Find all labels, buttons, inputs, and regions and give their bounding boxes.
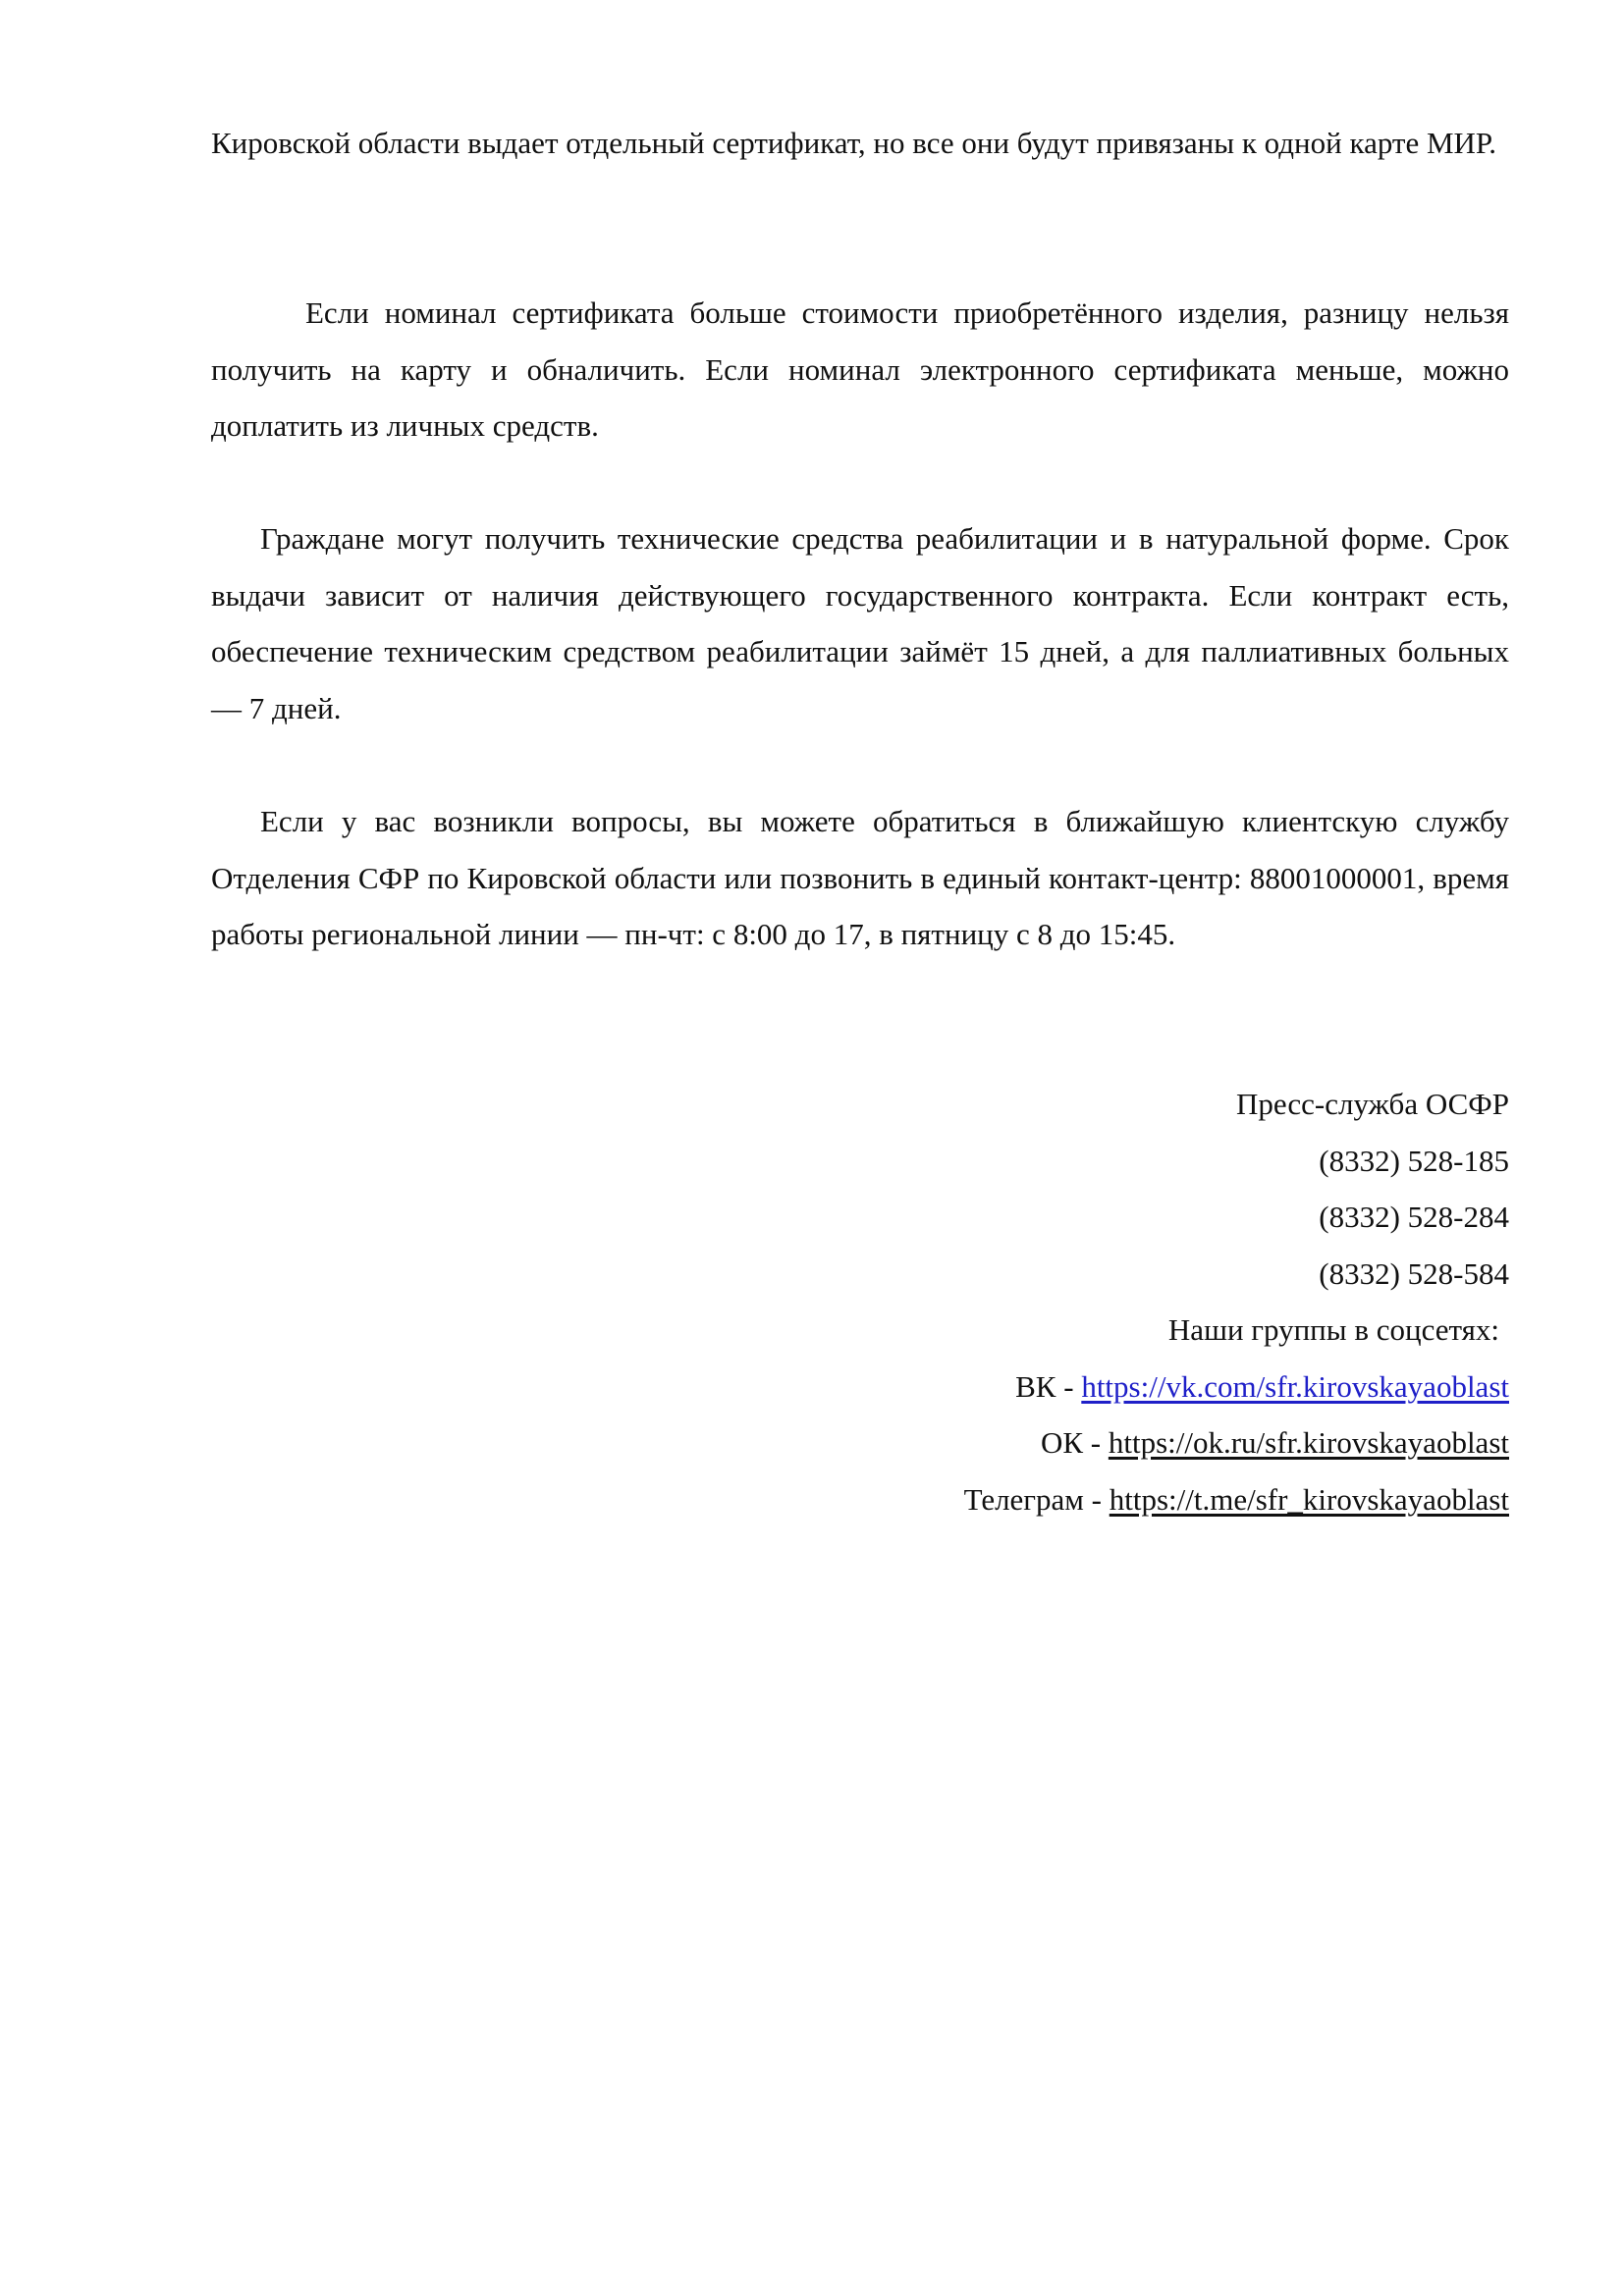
- paragraph-certificate-value: Если номинал сертификата больше стоимости приобретённого изделия, разницу нельзя получить на карту и обналичить. Если номинал электронного сертификата меньше, можно доплатить из личных средств.: [211, 295, 1509, 443]
- social-ok-line: [625, 1415, 1509, 1471]
- press-phone: (8332) 528-185: [1319, 1143, 1509, 1178]
- vk-link[interactable]: https://vk.com/sfr.kirovskayaoblast: [1081, 1368, 1509, 1404]
- social-vk-prefix: ВК -: [1015, 1368, 1082, 1404]
- social-telegram-prefix: Телеграм -: [963, 1481, 1110, 1517]
- press-contacts-block: [625, 1076, 1509, 1527]
- social-ok-prefix: ОК -: [1040, 1425, 1109, 1460]
- press-phone: (8332) 528-284: [1319, 1200, 1509, 1234]
- press-phone: (8332) 528-584: [1319, 1255, 1509, 1291]
- telegram-link[interactable]: https://t.me/sfr_kirovskayaoblast: [1109, 1481, 1509, 1517]
- social-groups-title: Наши группы в соцсетях:: [1167, 1312, 1499, 1347]
- ok-link[interactable]: https://ok.ru/sfr.kirovskayaoblast: [1108, 1425, 1509, 1460]
- social-vk-line: [625, 1359, 1509, 1415]
- paragraph-contact-questions: Если у вас возникли вопросы, вы можете обратиться в ближайшую клиентскую службу Отделения СФР по Кировской области или позвонить в единый контакт-центр: 88001000001, время работы региональной линии — пн-чт: с 8:00 до 17, в пятницу с 8 до 15:45.: [211, 804, 1509, 951]
- paragraph-natural-form: Граждане могут получить технические средства реабилитации и в натуральной форме. Срок выдачи зависит от наличия действующего государственного контракта. Если контракт есть, обеспечение техническим средством реабилитации займёт 15 дней, а для паллиативных больных — 7 дней.: [211, 521, 1509, 725]
- paragraph-certificate-card: Кировской области выдает отдельный сертификат, но все они будут привязаны к одной карте МИР.: [211, 126, 1497, 160]
- press-service-title: Пресс-служба ОСФР: [1235, 1087, 1509, 1121]
- social-telegram-line: [625, 1471, 1509, 1528]
